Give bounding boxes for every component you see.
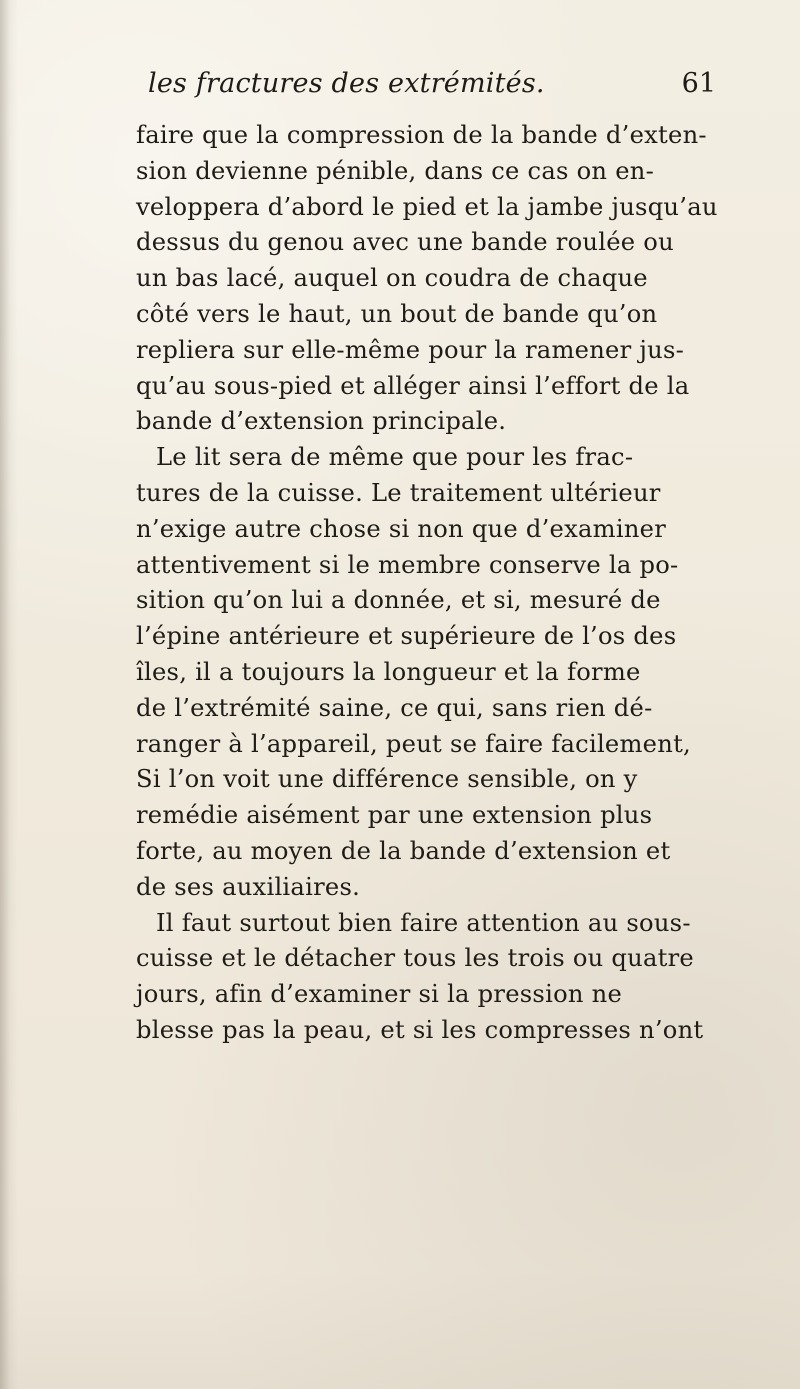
page-number: 61 [681, 68, 716, 99]
text-line: attentivement si le membre conserve la po- [136, 550, 679, 579]
text-line: qu’au sous-pied et alléger ainsi l’effort de la [136, 371, 690, 400]
text-line: sion devienne pénible, dans ce cas on en- [136, 156, 655, 185]
text-line: un bas lacé, auquel on coudra de chaque [136, 264, 648, 293]
text-line: Il faut surtout bien faire attention au sous- [156, 908, 691, 937]
text-line: îles, il a toujours la longueur et la forme [136, 657, 641, 686]
text-line: côté vers le haut, un bout de bande qu’on [136, 299, 658, 328]
page-binding-shadow [0, 0, 18, 1389]
text-line: ranger à l’appareil, peut se faire facilement, [136, 729, 691, 758]
text-line: cuisse et le détacher tous les trois ou quatre [136, 944, 694, 973]
text-line: faire que la compression de la bande d’exten- [136, 121, 707, 149]
body-text [136, 118, 726, 1049]
page-lower-shading [0, 1269, 800, 1389]
text-line: Le lit sera de même que pour les frac- [156, 443, 634, 472]
text-line: forte, au moyen de la bande d’extension et [136, 836, 671, 865]
text-line: veloppera d’abord le pied et la jambe jusqu’au [136, 192, 718, 221]
text-line: Si l’on voit une différence sensible, on y [136, 765, 638, 794]
running-title: les fractures des extrémités. [148, 68, 545, 99]
text-line: jours, afin d’examiner si la pression ne [136, 980, 623, 1009]
text-line: dessus du genou avec une bande roulée ou [136, 228, 674, 257]
text-line: sition qu’on lui a donnée, et si, mesuré de [136, 586, 661, 615]
text-line: n’exige autre chose si non que d’examiner [136, 514, 667, 543]
text-line: repliera sur elle-même pour la ramener jus- [136, 335, 685, 364]
text-line: blesse pas la peau, et si les compresses n’ont [136, 1015, 704, 1044]
page-header [148, 68, 716, 110]
text-line: de l’extrémité saine, ce qui, sans rien dé- [136, 693, 653, 722]
text-line: remédie aisément par une extension plus [136, 801, 653, 830]
text-line: bande d’extension principale. [136, 407, 507, 436]
text-line: de ses auxiliaires. [136, 872, 361, 901]
text-line: tures de la cuisse. Le traitement ultérieur [136, 478, 661, 507]
text-line: l’épine antérieure et supérieure de l’os des [136, 622, 677, 651]
